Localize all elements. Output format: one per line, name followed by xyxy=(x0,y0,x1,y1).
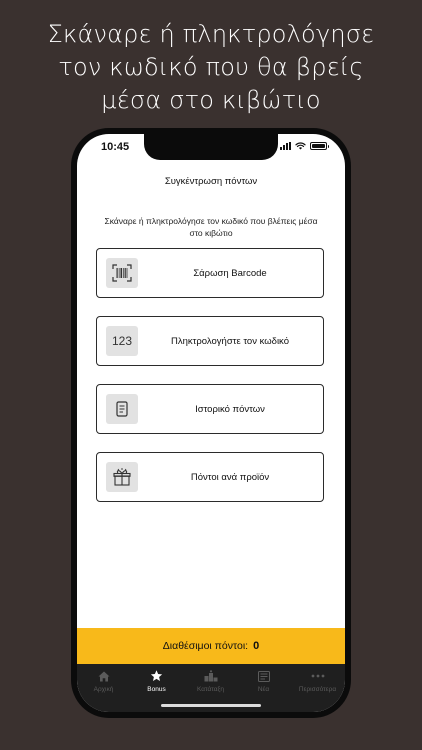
available-points-label: Διαθέσιμοι πόντοι: xyxy=(162,640,249,652)
tab-home[interactable] xyxy=(77,668,130,693)
points-per-product-label: Πόντοι ανά προϊόν xyxy=(190,471,270,483)
scan-barcode-button[interactable] xyxy=(96,248,324,298)
headline-line-1: Σκάναρε ή πληκτρολόγησε xyxy=(47,20,375,48)
tab-news[interactable] xyxy=(237,668,290,693)
status-icons xyxy=(280,142,327,150)
tab-more-label: Περισσότερα xyxy=(298,686,337,693)
app-screen xyxy=(77,134,345,712)
tab-ranking[interactable] xyxy=(184,668,237,693)
promo-headline xyxy=(0,18,422,117)
numeric-123-icon: 123 xyxy=(106,326,138,356)
enter-code-button[interactable] xyxy=(96,316,324,366)
points-history-label: Ιστορικό πόντων xyxy=(195,403,265,415)
page-title: Συγκέντρωση πόντων xyxy=(164,176,258,187)
signal-icon xyxy=(280,142,291,150)
wifi-icon xyxy=(295,142,306,150)
phone-frame xyxy=(71,128,351,718)
status-time: 10:45 xyxy=(101,141,130,153)
points-per-product-button[interactable] xyxy=(96,452,324,502)
headline-line-3: μέσα στο κιβώτιο xyxy=(101,86,321,114)
tab-bonus[interactable] xyxy=(130,668,183,693)
more-icon xyxy=(291,668,344,684)
headline-line-2: τον κωδικό που θα βρείς xyxy=(58,53,364,81)
tab-home-label: Αρχική xyxy=(93,686,114,693)
enter-code-label: Πληκτρολογήστε τον κωδικό xyxy=(171,335,289,347)
document-icon xyxy=(106,394,138,424)
scan-barcode-label: Σάρωση Barcode xyxy=(193,267,267,279)
home-icon xyxy=(77,668,130,684)
instruction-text: Σκάναρε ή πληκτρολόγησε τον κωδικό που βλέπεις μέσα στο κιβώτιο xyxy=(104,216,318,238)
tab-more[interactable] xyxy=(291,668,344,693)
star-icon xyxy=(130,668,183,684)
points-history-button[interactable] xyxy=(96,384,324,434)
home-indicator xyxy=(161,704,261,707)
phone-notch xyxy=(144,134,278,160)
tab-news-label: Νέα xyxy=(257,686,270,693)
battery-icon xyxy=(310,142,327,150)
available-points-bar xyxy=(77,628,345,664)
podium-icon xyxy=(184,668,237,684)
tab-ranking-label: Κατάταξη xyxy=(196,686,224,693)
tab-bonus-label: Bonus xyxy=(147,686,166,693)
barcode-icon xyxy=(106,258,138,288)
available-points-value: 0 xyxy=(253,640,260,652)
news-icon xyxy=(237,668,290,684)
gift-icon xyxy=(106,462,138,492)
